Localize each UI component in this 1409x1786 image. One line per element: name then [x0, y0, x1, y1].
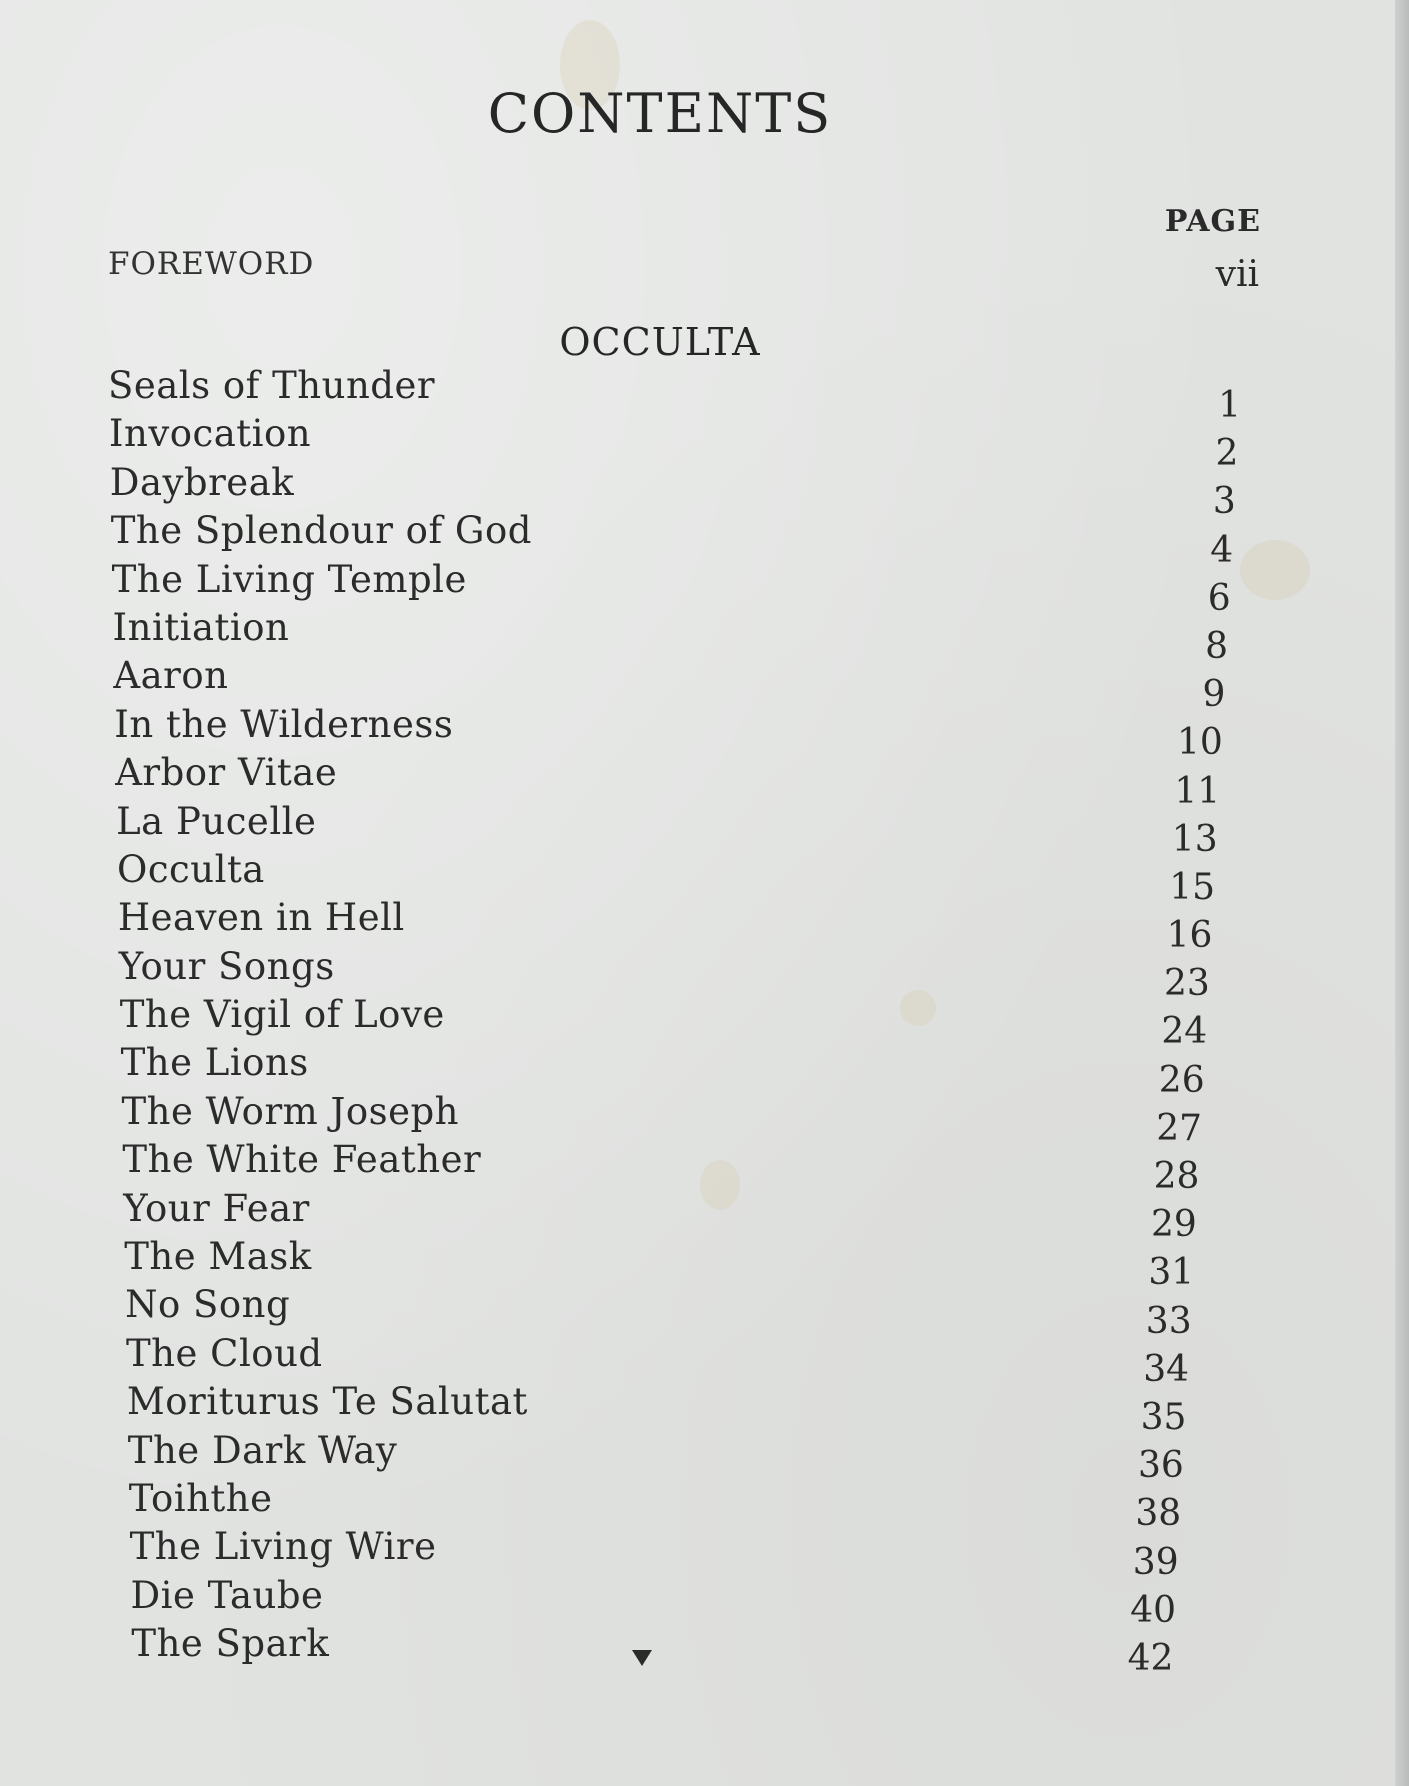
toc-page-number: 27	[1156, 1107, 1202, 1149]
toc-entry-title: Daybreak	[109, 460, 295, 504]
toc-entry-title: The Vigil of Love	[119, 993, 445, 1037]
toc-page-number: 16	[1166, 915, 1213, 957]
toc-entry-title: Aaron	[113, 654, 229, 698]
toc-entry-title: Invocation	[108, 412, 312, 456]
toc-entry-title: The Splendour of God	[110, 509, 532, 553]
foreword-title: FOREWORD	[108, 246, 315, 282]
toc-entry-title: La Pucelle	[116, 799, 317, 843]
toc-entry-title: The Living Wire	[129, 1525, 437, 1569]
toc-entry-title: Heaven in Hell	[117, 896, 405, 940]
toc-page-number: 23	[1164, 963, 1210, 1005]
toc-entry-title: Your Fear	[123, 1186, 310, 1230]
toc-entry-title: Occulta	[117, 847, 265, 891]
toc-entry-title: No Song	[125, 1283, 291, 1327]
toc-entry-title: Initiation	[112, 605, 290, 649]
toc-entry-title: In the Wilderness	[114, 702, 454, 746]
signature-mark	[632, 1650, 652, 1666]
page-column-label: PAGE	[1164, 204, 1261, 239]
toc-entry-title: The Lions	[120, 1041, 309, 1085]
toc-page-number: 15	[1169, 866, 1215, 908]
toc-page-number: 29	[1151, 1204, 1197, 1246]
toc-page-number: 13	[1171, 818, 1218, 860]
toc-entry-title: Toihthe	[128, 1476, 273, 1520]
toc-page-number: 11	[1174, 770, 1221, 812]
toc-page-number: 38	[1135, 1493, 1182, 1535]
toc-entry-title: The Spark	[131, 1622, 330, 1666]
page-number-list	[1128, 382, 1241, 1683]
section-title: OCCULTA	[559, 320, 761, 364]
toc-page-number: 39	[1132, 1541, 1179, 1583]
toc-entry-title: The Cloud	[126, 1331, 323, 1375]
toc-page-number: 9	[1202, 674, 1226, 716]
paper-stain	[700, 1160, 740, 1210]
paper-stain	[1240, 540, 1310, 600]
toc-entry-title: Seals of Thunder	[108, 364, 436, 407]
page-edge	[1395, 0, 1409, 1786]
paper-stain	[900, 990, 936, 1026]
toc-page-number: 40	[1130, 1589, 1176, 1631]
toc-page-number: 24	[1161, 1011, 1208, 1053]
toc-page-number: 1	[1218, 385, 1241, 426]
foreword-page-number: vii	[1215, 254, 1259, 295]
toc-page-number: 35	[1140, 1396, 1187, 1438]
toc-page-number: 28	[1153, 1156, 1200, 1197]
toc-entry-title: Your Songs	[118, 944, 335, 988]
toc-entry-title: The Dark Way	[127, 1428, 398, 1472]
toc-entry-title: The Worm Joseph	[121, 1089, 460, 1133]
toc-page-number: 42	[1127, 1637, 1174, 1679]
toc-entry-title: The Mask	[124, 1235, 312, 1279]
toc-entry-title: Die Taube	[130, 1573, 324, 1617]
toc-page-number: 34	[1143, 1348, 1189, 1390]
toc-page-number: 10	[1177, 722, 1223, 764]
toc-page-number: 4	[1210, 529, 1234, 571]
toc-entry-title: The White Feather	[122, 1138, 482, 1182]
toc-entry-title: Arbor Vitae	[115, 751, 338, 795]
toc-page-number: 36	[1138, 1445, 1184, 1487]
page-title: CONTENTS	[487, 82, 833, 145]
entry-title-list	[108, 362, 532, 1669]
toc-page-number: 8	[1205, 625, 1228, 667]
toc-page-number: 33	[1145, 1300, 1192, 1342]
toc-page-number: 6	[1207, 577, 1231, 619]
toc-page-number: 31	[1148, 1252, 1195, 1294]
toc-page-number: 2	[1215, 433, 1239, 475]
toc-entry-title: The Living Temple	[111, 557, 467, 601]
toc-entry-title: Moriturus Te Salutat	[126, 1380, 528, 1424]
toc-page-number: 26	[1158, 1059, 1205, 1101]
toc-page-number: 3	[1212, 481, 1236, 523]
